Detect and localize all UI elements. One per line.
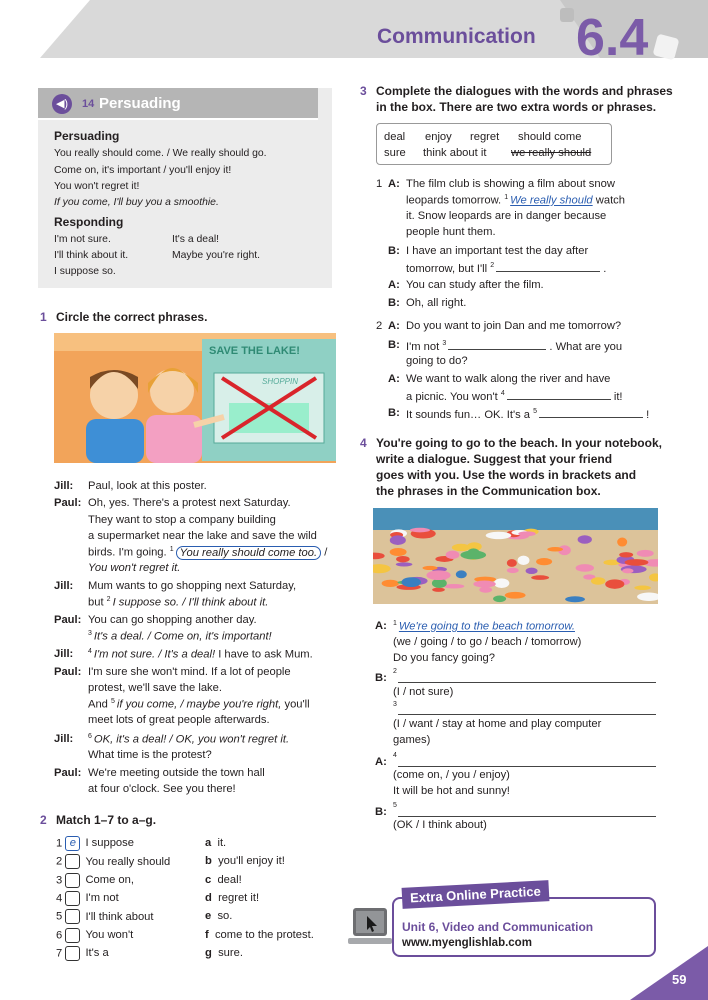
dialogue-text: but (88, 596, 104, 609)
option-text[interactable]: It's a deal. / Come on, it's important! (93, 630, 272, 643)
comm-box-title: Persuading (99, 95, 181, 112)
match-right-item (205, 837, 226, 849)
beach-umbrella (634, 586, 651, 591)
beach-umbrella (576, 564, 594, 572)
page-title: Communication (377, 25, 536, 48)
extra-practice-line-1: Unit 6, Video and Communication (402, 920, 594, 934)
gap-number: 4 (500, 390, 505, 398)
dialogue-text: I'm not (406, 341, 440, 353)
dialogue-line: Do you want to join Dan and me tomorrow? (406, 320, 622, 332)
item-number: 5 (56, 910, 63, 923)
dialogue-line: Mum wants to go shopping next Saturday, (88, 580, 297, 592)
dialogue-line: meet lots of great people afterwards. (88, 714, 270, 726)
option-number: 5 (111, 698, 115, 705)
beach-umbrella (565, 596, 585, 602)
beach-umbrella (410, 528, 430, 533)
match-left-item (56, 928, 133, 943)
speaker: Paul: (54, 666, 82, 678)
poster-title: SAVE THE LAKE! (209, 345, 300, 357)
dialogue-line: We're meeting outside the town hall (88, 767, 265, 779)
dialogue-line: protest, we'll save the lake. (88, 682, 222, 694)
option-text[interactable]: if you come, / maybe you're right, (116, 698, 282, 711)
beach-umbrella (401, 577, 420, 587)
answer-box[interactable] (65, 909, 80, 924)
speaker: A: (388, 178, 400, 190)
answer-box[interactable] (65, 873, 80, 888)
speaker: B: (388, 339, 400, 351)
beach-umbrella (617, 538, 627, 547)
beach-umbrella (578, 535, 592, 544)
item-text: it. (217, 837, 227, 849)
responding-right-1: It's a deal! (172, 234, 220, 245)
persuading-heading: Persuading (54, 129, 120, 143)
ex4-instruction-line: goes with you. Use the words in brackets and (376, 468, 637, 482)
beach-umbrella (605, 579, 624, 588)
word-box-item: should come (518, 131, 582, 143)
extra-practice-url[interactable]: www.myenglishlab.com (402, 937, 532, 949)
dialogue-number: 1 (376, 178, 383, 190)
cue: games) (393, 734, 431, 746)
laptop-icon (347, 906, 393, 950)
match-left-item (56, 836, 134, 851)
beach-umbrella (591, 577, 605, 585)
gap-number: 5 (393, 802, 397, 809)
beach-umbrella (526, 568, 538, 574)
option-text[interactable]: OK, it's a deal! / OK, you won't regret it. (93, 733, 290, 746)
beach-photo-drawing (373, 508, 658, 604)
dialogue-line-with-gap (406, 339, 622, 353)
dialogue-text: it! (613, 391, 623, 403)
match-right-item (205, 910, 232, 922)
speaker: A: (375, 620, 387, 632)
answer-box[interactable] (65, 854, 80, 869)
item-letter: g (205, 946, 212, 959)
gap-number: 2 (393, 668, 397, 675)
ex2-number: 2 (40, 813, 47, 827)
dialogue-line: people hunt them. (406, 226, 496, 238)
word-box-item: regret (470, 131, 500, 143)
dialogue-text: . What are you (549, 341, 623, 353)
speaker: Paul: (54, 614, 82, 626)
word-box-item: sure (384, 147, 406, 159)
dialogue-line-with-option (88, 648, 313, 661)
beach-umbrella (479, 587, 492, 593)
cue: (I / not sure) (393, 686, 454, 698)
answer-box[interactable] (65, 891, 80, 906)
ex3-instruction-line-2: in the box. There are two extra words or phrases. (376, 100, 657, 114)
dialogue-text: leopards tomorrow. (406, 194, 502, 207)
ex4-instruction-line: You're going to go to the beach. In your notebook, (376, 436, 662, 450)
answer-box[interactable] (65, 928, 80, 943)
beach-umbrella (505, 592, 526, 599)
beach-umbrella (547, 547, 563, 551)
match-left-item (56, 873, 134, 888)
option-number: 3 (88, 630, 92, 637)
ex2-instruction: Match 1–7 to a–g. (56, 813, 157, 827)
dialogue-line-with-gap: It sounds fun… OK. It's a $^5$ ! (406, 408, 650, 421)
speaker: B: (375, 672, 387, 684)
speaker: Paul: (54, 497, 82, 509)
beach-umbrella (486, 532, 512, 539)
answer-gap[interactable] (398, 714, 656, 715)
gap-answer: We're going to the beach tomorrow. (398, 620, 575, 633)
dialogue-line-with-option (88, 630, 272, 643)
answer-gap[interactable] (496, 261, 600, 272)
responding-left-1: I'm not sure. (54, 234, 111, 245)
option-number: 1 (169, 546, 174, 553)
persuading-line-3: You won't regret it! (54, 181, 140, 192)
ex4-instruction-line: write a dialogue. Suggest that your friend (376, 452, 613, 466)
ex1-instruction: Circle the correct phrases. (56, 310, 208, 324)
responding-left-3: I suppose so. (54, 266, 116, 277)
option-number: 4 (88, 648, 92, 655)
answer-line (393, 802, 399, 815)
page-number: 59 (672, 972, 687, 987)
beach-photo (373, 508, 658, 604)
beach-umbrella (619, 552, 633, 557)
dialogue-line: Oh, all right. (406, 297, 467, 309)
match-left-item (56, 891, 119, 906)
item-text: I suppose (85, 837, 134, 850)
answer-gap[interactable] (507, 389, 611, 400)
ex1-number: 1 (40, 310, 47, 324)
cue: (come on, / you / enjoy) (393, 769, 510, 781)
cue-extra: It will be hot and sunny! (393, 785, 510, 797)
beach-umbrella (625, 559, 649, 566)
item-letter: b (205, 855, 212, 868)
item-text: deal! (217, 873, 242, 886)
item-number: 7 (56, 947, 63, 960)
dialogue-line-with-answer (406, 194, 625, 207)
beach-umbrella (444, 584, 465, 588)
speaker: B: (375, 806, 387, 818)
dialogue-line: Oh, yes. There's a protest next Saturday. (88, 497, 291, 509)
dialogue-line-with-gap: tomorrow, but I'll $^2$ . (406, 262, 607, 275)
word-box-item-crossed: we really should (511, 147, 592, 159)
beach-umbrella (473, 581, 496, 588)
dialogue-line: What time is the protest? (88, 749, 212, 761)
beach-umbrella (494, 578, 509, 588)
lesson-number: 6.4 (576, 9, 649, 67)
dialogue-line: They want to stop a company building (88, 514, 276, 526)
ex3-number: 3 (360, 84, 367, 98)
dialogue-line: going to do? (406, 355, 468, 367)
beach-umbrella (536, 558, 552, 565)
ex4-number: 4 (360, 436, 367, 450)
beach-umbrella (622, 568, 633, 573)
beach-umbrella (396, 562, 413, 566)
item-text: so. (217, 910, 233, 923)
communication-box (38, 88, 332, 288)
beach-umbrella (423, 566, 438, 570)
speaker: Jill: (54, 648, 74, 660)
gap-number: 3 (393, 701, 397, 708)
beach-umbrella (390, 548, 407, 556)
poster-shop-sign: SHOPPIN (262, 377, 299, 386)
circled-option[interactable]: You really should come too. (176, 546, 321, 560)
responding-heading: Responding (54, 215, 124, 229)
beach-umbrella (426, 570, 450, 580)
beach-umbrella (518, 531, 535, 536)
match-left-item (56, 854, 170, 869)
answer-gap[interactable] (398, 682, 656, 683)
speaker: B: (388, 407, 400, 419)
dialogue-line: You can go shopping another day. (88, 614, 257, 626)
item-text: Come on, (85, 874, 134, 887)
beach-umbrella (493, 596, 506, 603)
match-left-item (56, 909, 154, 924)
beach-umbrella (432, 588, 445, 592)
dialogue-text: I have to ask Mum. (218, 648, 313, 661)
match-right-item (205, 947, 243, 959)
item-letter: a (205, 837, 212, 849)
speaker: Paul: (54, 767, 82, 779)
word-box-item: deal (384, 131, 406, 143)
ex3-instruction-line-1: Complete the dialogues with the words and phrases (376, 84, 673, 98)
ex4-instruction-line: the phrases in the Communication box. (376, 484, 601, 498)
illustration-protest-poster (54, 333, 336, 463)
beach-umbrella (382, 580, 399, 587)
beach-umbrella (637, 550, 654, 557)
dialogue-line: it. Snow leopards are in danger because (406, 210, 607, 222)
beach-umbrella (460, 551, 486, 560)
dialogue-line: We want to walk along the river and have (406, 373, 611, 385)
cue: (OK / I think about) (393, 819, 487, 831)
gap-number: 1 (504, 194, 509, 201)
beach-umbrella (507, 568, 519, 573)
dialogue-text: It sounds fun… OK. It's a (406, 409, 531, 421)
answer-gap[interactable] (539, 407, 643, 418)
item-letter: e (205, 910, 212, 923)
dialogue-line-with-option (88, 596, 268, 609)
dialogue-text: tomorrow, but I'll (406, 263, 488, 275)
item-text: you'll enjoy it! (218, 855, 285, 868)
gap-number: 2 (490, 262, 495, 270)
dialogue-text: watch (595, 194, 625, 207)
dialogue-line-with-gap (406, 389, 623, 403)
dialogue-text: a picnic. You won't (406, 391, 498, 403)
gap-number: 3 (442, 340, 447, 348)
answer-gap[interactable] (448, 339, 546, 350)
option-number: 2 (106, 596, 111, 603)
match-right-item (205, 874, 242, 886)
match-right-item (205, 929, 314, 941)
item-text: It's a (85, 947, 109, 960)
word-box-item: think about it (423, 147, 487, 159)
beach-umbrella (531, 575, 549, 580)
dialogue-text: you'll (284, 698, 310, 711)
comm-box-header (38, 88, 318, 120)
item-text: I'll think about (85, 910, 154, 923)
speaker: Jill: (54, 733, 74, 745)
speaker: Jill: (54, 580, 74, 592)
speaker: A: (388, 279, 400, 291)
cue: (we / going / to go / beach / tomorrow) (393, 636, 582, 648)
item-text: You really should (85, 855, 171, 868)
responding-left-2: I'll think about it. (54, 250, 129, 261)
persuading-line-1: You really should come. / We really should go. (54, 148, 267, 159)
option-text[interactable]: I'm not sure. / It's a deal! (93, 648, 216, 661)
item-number: 6 (56, 928, 63, 941)
item-text: regret it! (218, 891, 260, 904)
match-left-item (56, 946, 109, 961)
item-number: 2 (56, 855, 63, 868)
gap-number: 4 (393, 752, 397, 759)
beach-umbrella (456, 570, 467, 578)
speaker: B: (388, 245, 400, 257)
match-right-item (205, 855, 285, 867)
answer-gap[interactable] (398, 766, 656, 767)
answer-line (393, 701, 399, 714)
responding-right-2: Maybe you're right. (172, 250, 261, 261)
audio-icon[interactable]: ◀) (52, 94, 72, 114)
gap-number: 1 (393, 620, 397, 627)
beach-umbrella (507, 559, 517, 567)
beach-umbrella (446, 551, 460, 559)
answer-line (393, 620, 575, 633)
speaker: A: (388, 320, 400, 332)
speaker: A: (388, 373, 400, 385)
match-right-item (205, 892, 259, 904)
item-text: come to the protest. (214, 928, 314, 941)
speaker: Jill: (54, 480, 74, 492)
answer-box[interactable]: e (65, 836, 80, 851)
answer-gap[interactable] (398, 816, 656, 817)
item-number: 3 (56, 874, 63, 887)
dialogue-line: Paul, look at this poster. (88, 480, 207, 492)
word-box-item: enjoy (425, 131, 452, 143)
persuading-line-4: If you come, I'll buy you a smoothie. (54, 197, 219, 208)
extra-practice-title: Extra Online Practice (402, 880, 550, 909)
dialogue-line: I have an important test the day after (406, 245, 589, 257)
beach-umbrella (396, 556, 410, 562)
item-letter: f (205, 928, 209, 941)
dialogue-line: at four o'clock. See you there! (88, 783, 236, 795)
dialogue-line: I'm sure she won't mind. If a lot of people (88, 666, 291, 678)
beach-umbrella (518, 556, 530, 565)
item-letter: d (205, 891, 212, 904)
dialogue-line: The film club is showing a film about snow (406, 178, 615, 190)
gap-number: 5 (533, 408, 538, 416)
answer-line (393, 668, 399, 681)
item-number: 1 (56, 837, 63, 850)
dialogue-text: birds. I'm going. (88, 546, 167, 559)
answer-box[interactable] (65, 946, 80, 961)
dialogue-line-with-option (88, 698, 310, 711)
beach-umbrella (452, 544, 470, 551)
persuading-line-2: Come on, it's important / you'll enjoy it! (54, 165, 232, 176)
audio-track-number: 14 (82, 98, 95, 110)
answer-line (393, 752, 399, 765)
dialogue-text: And (88, 698, 108, 711)
option-text[interactable]: You won't regret it. (88, 562, 181, 574)
item-text: I'm not (85, 892, 119, 905)
option-text[interactable]: I suppose so. / I'll think about it. (112, 596, 269, 609)
page-corner (590, 946, 708, 1000)
item-letter: c (205, 873, 212, 886)
speaker: B: (388, 297, 400, 309)
dialogue-line: a supermarket near the lake and save the wild (88, 530, 317, 542)
item-number: 4 (56, 892, 63, 905)
speaker: A: (375, 756, 387, 768)
cue-extra: Do you fancy going? (393, 652, 495, 664)
dialogue-line-with-option: birds. I'm going. $^1$ You really should come too. / (88, 546, 328, 559)
dialogue-line: You can study after the film. (406, 279, 544, 291)
dialogue-line-with-option: $^6$ OK, it's a deal! / OK, you won't regret it. (88, 733, 290, 746)
cue: (I / want / stay at home and play computer (393, 718, 602, 730)
gap-answer: We really should (510, 194, 593, 207)
beach-umbrella (390, 535, 406, 545)
item-text: sure. (218, 946, 243, 959)
dialogue-number: 2 (376, 320, 383, 332)
item-text: You won't (85, 928, 134, 941)
